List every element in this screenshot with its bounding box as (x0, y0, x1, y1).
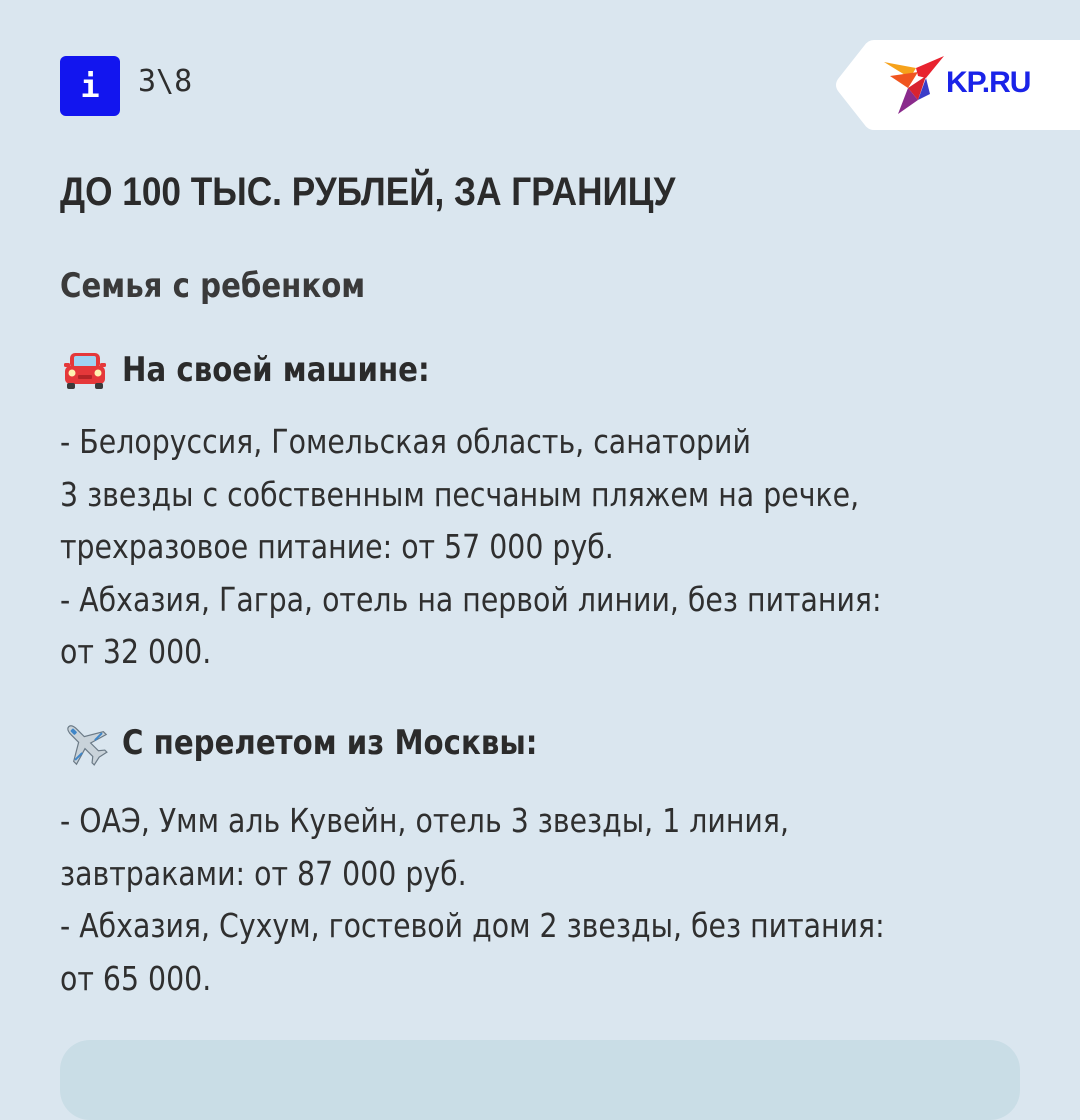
text-line: завтраками: от 87 000 руб. (60, 853, 467, 893)
info-icon (60, 56, 120, 116)
text-line: - Белоруссия, Гомельская область, санаторий (60, 422, 751, 461)
slide-counter: 3\8 (138, 64, 193, 99)
text-line: трехразовое питание: от 57 000 руб. (60, 527, 614, 566)
car-icon (60, 345, 110, 395)
section-body-plane (60, 795, 1006, 1005)
section-heading-car (60, 345, 480, 395)
section-heading-plane (60, 718, 605, 768)
section-heading-text: На своей машине: (122, 350, 430, 390)
kp-logo[interactable] (834, 40, 1080, 130)
info-symbol: i (80, 67, 100, 105)
bird-logo-icon (882, 54, 946, 116)
page-title: ДО 100 ТЫС. РУБЛЕЙ, ЗА ГРАНИЦУ (60, 170, 676, 214)
text-line: - Абхазия, Гагра, отель на первой линии, без питания: (60, 579, 882, 619)
text-line: - Абхазия, Сухум, гостевой дом 2 звезды, без питания: (60, 906, 885, 945)
airplane-icon (60, 718, 110, 768)
text-line: от 65 000. (60, 958, 212, 998)
text-line: - ОАЭ, Умм аль Кувейн, отель 3 звезды, 1 линия, (60, 801, 789, 840)
logo-text: KP.RU (946, 66, 1031, 99)
text-line: от 32 000. (60, 632, 212, 671)
bottom-panel (60, 1040, 1020, 1120)
section-heading-text: С перелетом из Москвы: (122, 723, 538, 763)
subtitle: Семья с ребенком (60, 266, 366, 306)
section-body-car (60, 416, 1006, 679)
text-line: 3 звезды с собственным песчаным пляжем на речке, (60, 474, 860, 514)
